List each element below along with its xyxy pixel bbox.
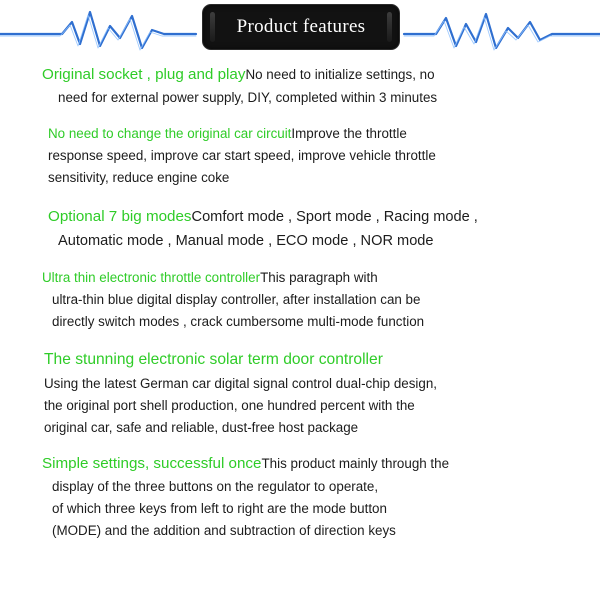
feature-heading: Original socket , plug and play [42,66,246,83]
feature-body-line: Comfort mode , Sport mode , Racing mode , [191,208,478,225]
page-title: Product features [236,16,366,37]
feature-heading: Optional 7 big modes [48,207,192,225]
feature-heading: The stunning electronic solar term door controller [44,351,383,368]
feature-body-line: Automatic mode , Manual mode , ECO mode , NOR mode [58,232,434,249]
feature-item-solar-term-door-controller [0,347,600,439]
feature-body-line: This paragraph with [260,269,378,285]
feature-body-line: Using the latest German car digital signal control dual-chip design, [44,375,437,391]
feature-body-line: (MODE) and the addition and subtraction of direction keys [52,523,396,539]
feature-body-line: need for external power supply, DIY, completed within 3 minutes [58,90,438,106]
feature-item-optional-7-modes [0,204,600,253]
feature-heading: No need to change the original car circuit [48,126,292,142]
feature-body-line: of which three keys from left to right are the mode button [52,501,387,517]
feature-item-ultra-thin-controller [0,267,600,333]
feature-body-line: sensitivity, reduce engine coke [48,170,230,186]
feature-item-simple-settings [0,451,600,542]
feature-body-line: Improve the throttle [291,126,407,142]
feature-body-line: the original port shell production, one hundred percent with the [44,397,415,413]
feature-body-line: response speed, improve car start speed, improve vehicle throttle [48,148,436,164]
feature-body-line: directly switch modes , crack cumbersome multi-mode function [52,313,425,329]
feature-body-line: ultra-thin blue digital display controller, after installation can be [52,291,421,307]
header-banner [0,0,600,62]
feature-heading: Ultra thin electronic throttle controller [42,269,261,285]
feature-body-line: This product mainly through the [261,456,450,472]
banner-plate [202,4,400,50]
feature-body-line: No need to initialize settings, no [245,67,435,82]
feature-body-line: display of the three buttons on the regulator to operate, [52,479,379,495]
feature-item-original-socket [0,62,600,109]
features-list [0,62,600,551]
feature-body-line: original car, safe and reliable, dust-free host package [44,419,359,435]
feature-item-no-circuit-change [0,123,600,189]
feature-heading: Simple settings, successful once [42,455,262,473]
